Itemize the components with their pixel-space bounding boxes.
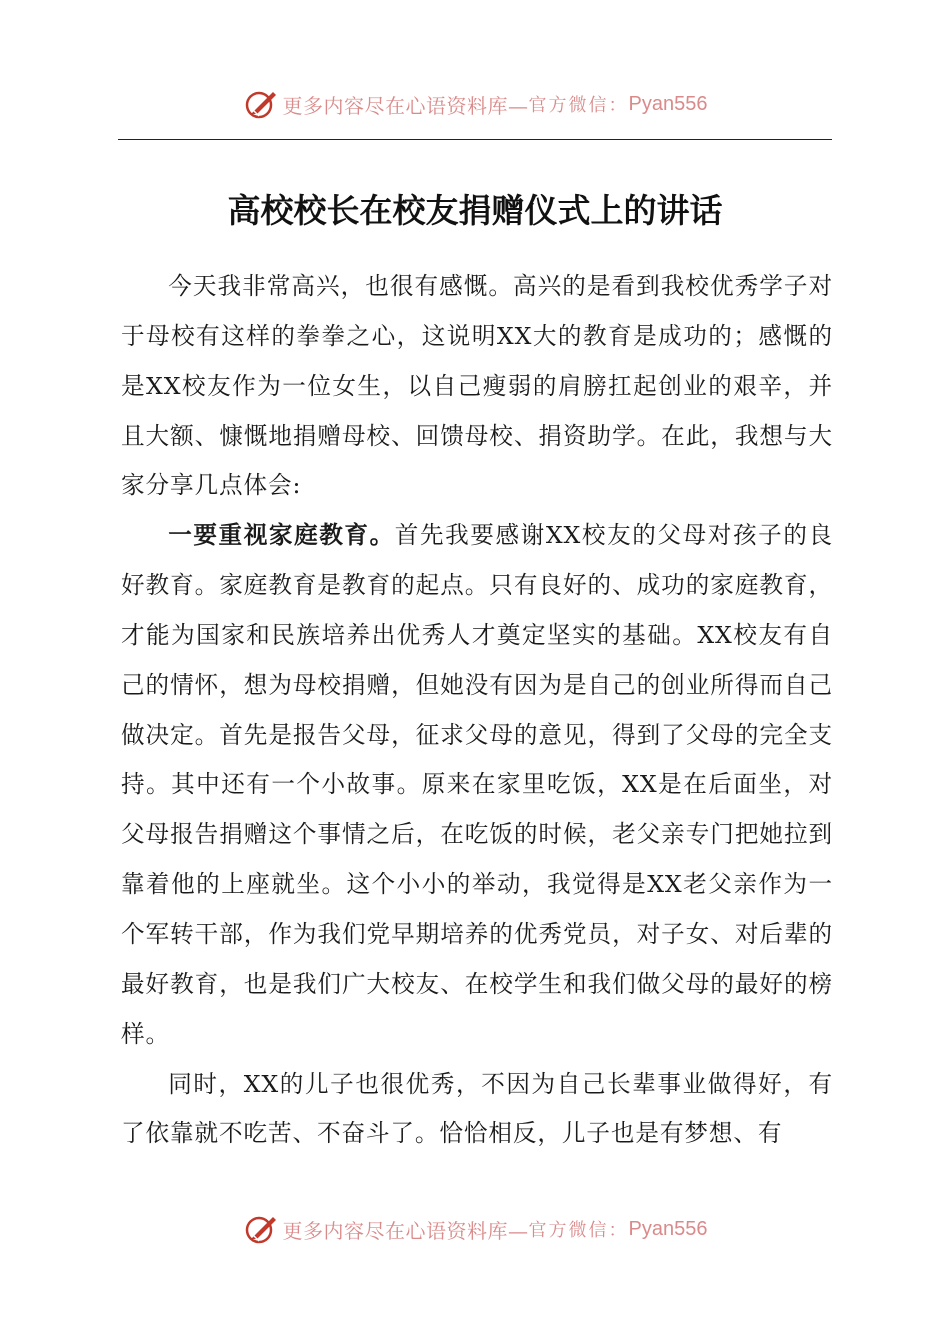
paragraph bbox=[121, 511, 833, 1059]
banner-wechat-id: Pyan556 bbox=[628, 92, 708, 115]
quill-logo-icon bbox=[243, 86, 279, 122]
paragraph-lead: 一要重视家庭教育。 bbox=[168, 521, 395, 550]
paragraph-text: 首先我要感谢XX校友的父母对孩子的良好教育。家庭教育是教育的起点。只有良好的、成功的家庭教育，才能为国家和民族培养出优秀人才奠定坚实的基础。XX校友有自己的情怀，想为母校捐赠，但她没有因为是自己的创业所得而自己做决定。首先是报告父母，征求父母的意见，得到了父母的完全支持。其中还有一个小故事。原来在家里吃饭，XX是在后面坐，对父母报告捐赠这个事情之后，在吃饭的时候，老父亲专门把她拉到靠着他的上座就坐。这个小小的举动，我觉得是XX老父亲作为一个军转干部，作为我们党早期培养的优秀党员，对子女、对后辈的最好教育，也是我们广大校友、在校学生和我们做父母的最好的榜样。 bbox=[121, 521, 833, 1048]
quill-logo-icon bbox=[243, 1211, 279, 1247]
document-body bbox=[121, 262, 833, 1159]
paragraph bbox=[121, 262, 833, 511]
banner-brand: 更多内容尽在心语资料库— bbox=[282, 1218, 529, 1243]
header-divider bbox=[118, 139, 832, 140]
banner-brand: 更多内容尽在心语资料库— bbox=[282, 93, 529, 118]
banner-wechat-label: 官方微信： bbox=[528, 1220, 629, 1241]
paragraph bbox=[121, 1060, 833, 1160]
banner-wechat-id: Pyan556 bbox=[628, 1217, 708, 1240]
banner-wechat-label: 官方微信： bbox=[528, 95, 629, 116]
document-title: 高校校长在校友捐赠仪式上的讲话 bbox=[227, 191, 723, 230]
paragraph-text: 今天我非常高兴，也很有感慨。高兴的是看到我校优秀学子对于母校有这样的拳拳之心，这说明XX大的教育是成功的；感慨的是XX校友作为一位女生，以自己瘦弱的肩膀扛起创业的艰辛，并且大额、慷慨地捐赠母校、回馈母校、捐资助学。在此，我想与大家分享几点体会: bbox=[121, 272, 833, 500]
paragraph-text: 同时，XX的儿子也很优秀，不因为自己长辈事业做得好，有了依靠就不吃苦、不奋斗了。恰恰相反，儿子也是有梦想、有 bbox=[121, 1069, 833, 1148]
header-watermark bbox=[0, 82, 950, 126]
footer-watermark bbox=[0, 1207, 950, 1251]
